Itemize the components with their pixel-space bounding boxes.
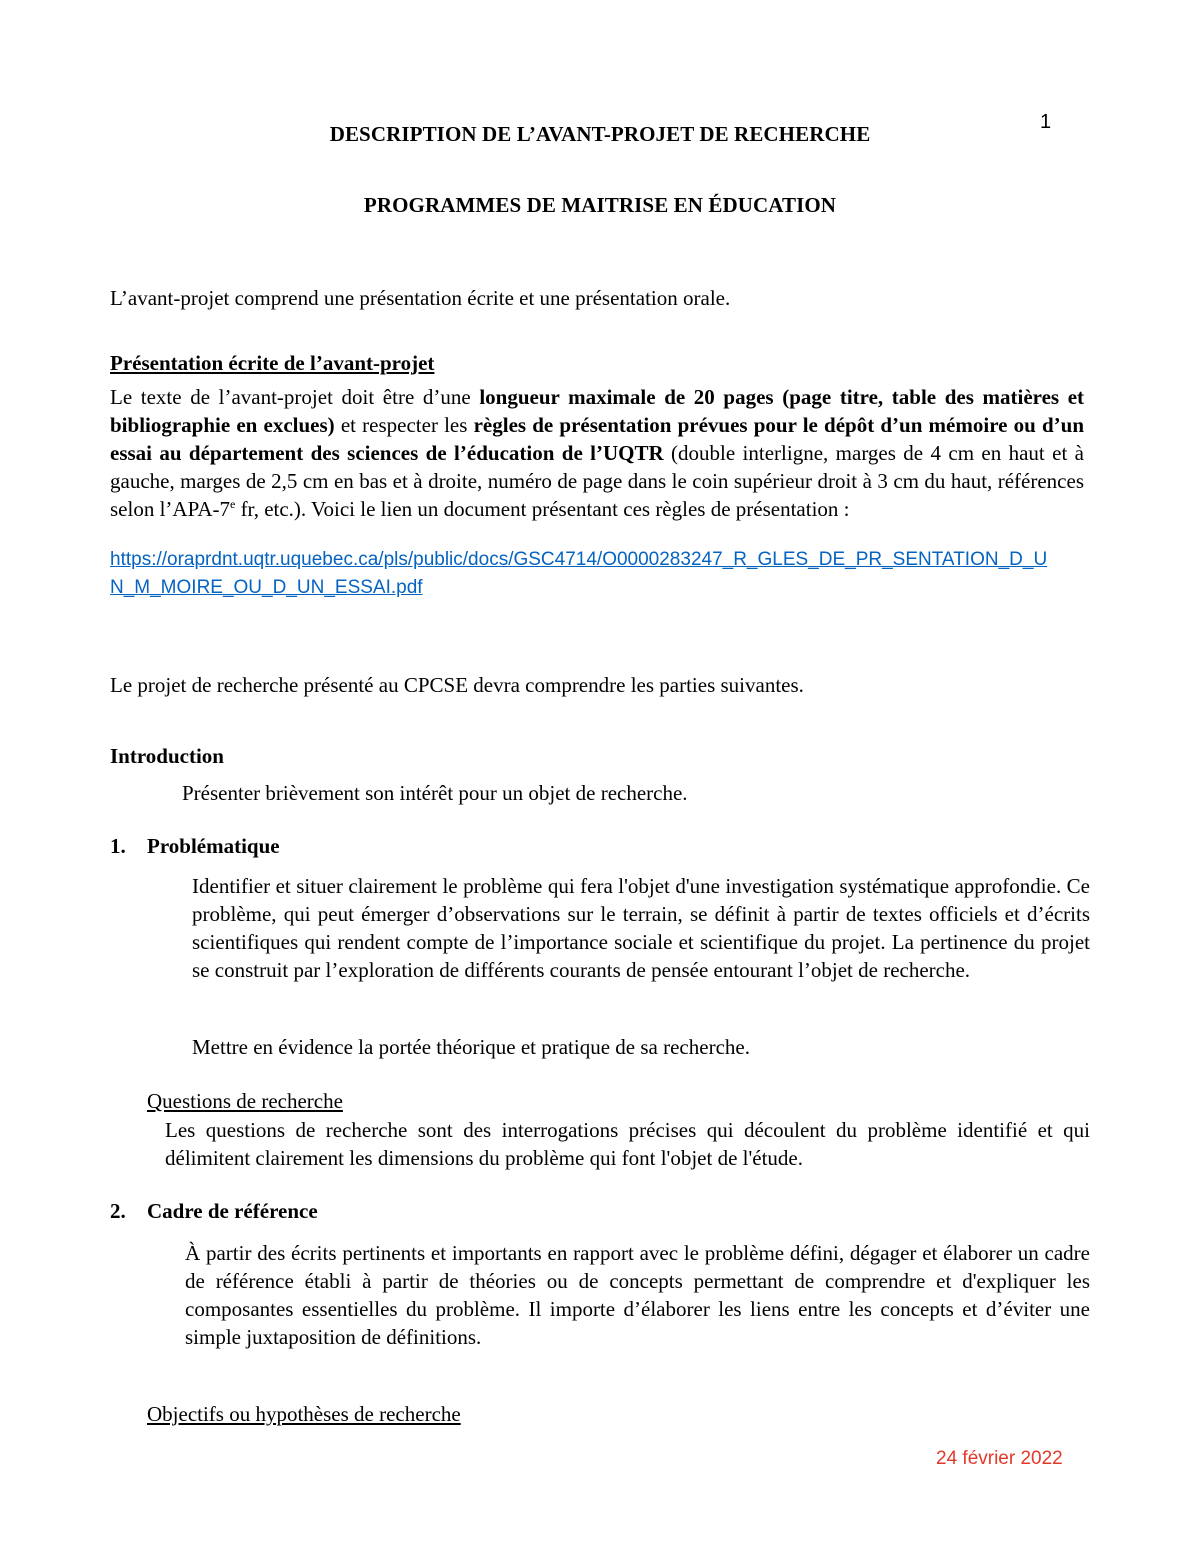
problematique-paragraph-2: Mettre en évidence la portée théorique et pratique de sa recherche. <box>192 1035 750 1059</box>
rules-link-line2[interactable]: N_M_MOIRE_OU_D_UN_ESSAI.pdf <box>110 577 423 598</box>
objectifs-heading: Objectifs ou hypothèses de recherche <box>147 1402 461 1426</box>
page-number: 1 <box>1040 111 1052 133</box>
written-text-1: Le texte de l’avant-projet doit être d’une <box>110 385 480 409</box>
cadre-text: À partir des écrits pertinents et importants en rapport avec le problème défini, dégager et élaborer un cadre de référence établi à partir de théories ou de concepts permettant de comprendre et d'expliquer les composantes essentielles du problème. Il importe d’élaborer les liens entre les concepts et d’éviter une simple juxtaposition de définitions. <box>185 1241 1090 1349</box>
written-paragraph <box>110 383 1084 523</box>
problematique-heading: Problématique <box>147 834 280 858</box>
written-text-2: et respecter les <box>334 413 474 437</box>
introduction-text: Présenter brièvement son intérêt pour un objet de recherche. <box>182 781 688 805</box>
cadre-heading: Cadre de référence <box>147 1199 318 1223</box>
written-heading: Présentation écrite de l’avant-projet <box>110 351 435 375</box>
problematique-number: 1. <box>110 834 126 858</box>
document-subtitle: PROGRAMMES DE MAITRISE EN ÉDUCATION <box>363 193 837 217</box>
footer-date: 24 février 2022 <box>936 1448 1063 1469</box>
questions-text: Les questions de recherche sont des interrogations précises qui découlent du problème identifié et qui délimitent clairement les dimensions du problème qui font l'objet de l'étude. <box>165 1118 1090 1170</box>
written-text-4: fr, etc.). Voici le lien un document présentant ces règles de présentation : <box>235 497 850 521</box>
document-title: DESCRIPTION DE L’AVANT-PROJET DE RECHERCHE <box>329 122 871 146</box>
written-bold-rules: règles de présentation prévues pour le dépôt d’un mémoire ou d’un essai au département des sciences de l’éducation de l’UQTR <box>110 413 1084 465</box>
intro-line: L’avant-projet comprend une présentation écrite et une présentation orale. <box>110 286 731 310</box>
cadre-number: 2. <box>110 1199 126 1223</box>
written-text-3: (double interligne, marges de 4 cm en haut et à gauche, marges de 2,5 cm en bas et à droite, numéro de page dans le coin supérieur droit à 3 cm du haut, références selon l’APA-7 <box>110 441 1084 521</box>
rules-link-line1[interactable]: https://oraprdnt.uqtr.uquebec.ca/pls/public/docs/GSC4714/O0000283247_R_GLES_DE_PR_SENTATION_D_U <box>110 549 1048 570</box>
written-superscript: e <box>229 497 236 511</box>
questions-heading: Questions de recherche <box>147 1089 343 1113</box>
written-bold-length: longueur maximale de 20 pages (page titre, table des matières et bibliographie en exclues) <box>110 385 1085 437</box>
rules-link[interactable] <box>110 546 1047 602</box>
problematique-paragraph: Identifier et situer clairement le problème qui fera l'objet d'une investigation systématique approfondie. Ce problème, qui peut émerger d’observations sur le terrain, se définit à partir de textes officiels et d’écrits scientifiques qui rendent compte de l’importance sociale et scientifique du projet. La pertinence du projet se construit par l’exploration de différents courants de pensée entourant l’objet de recherche. <box>192 874 1090 982</box>
introduction-heading: Introduction <box>110 744 224 768</box>
parts-line: Le projet de recherche présenté au CPCSE devra comprendre les parties suivantes. <box>110 673 804 697</box>
